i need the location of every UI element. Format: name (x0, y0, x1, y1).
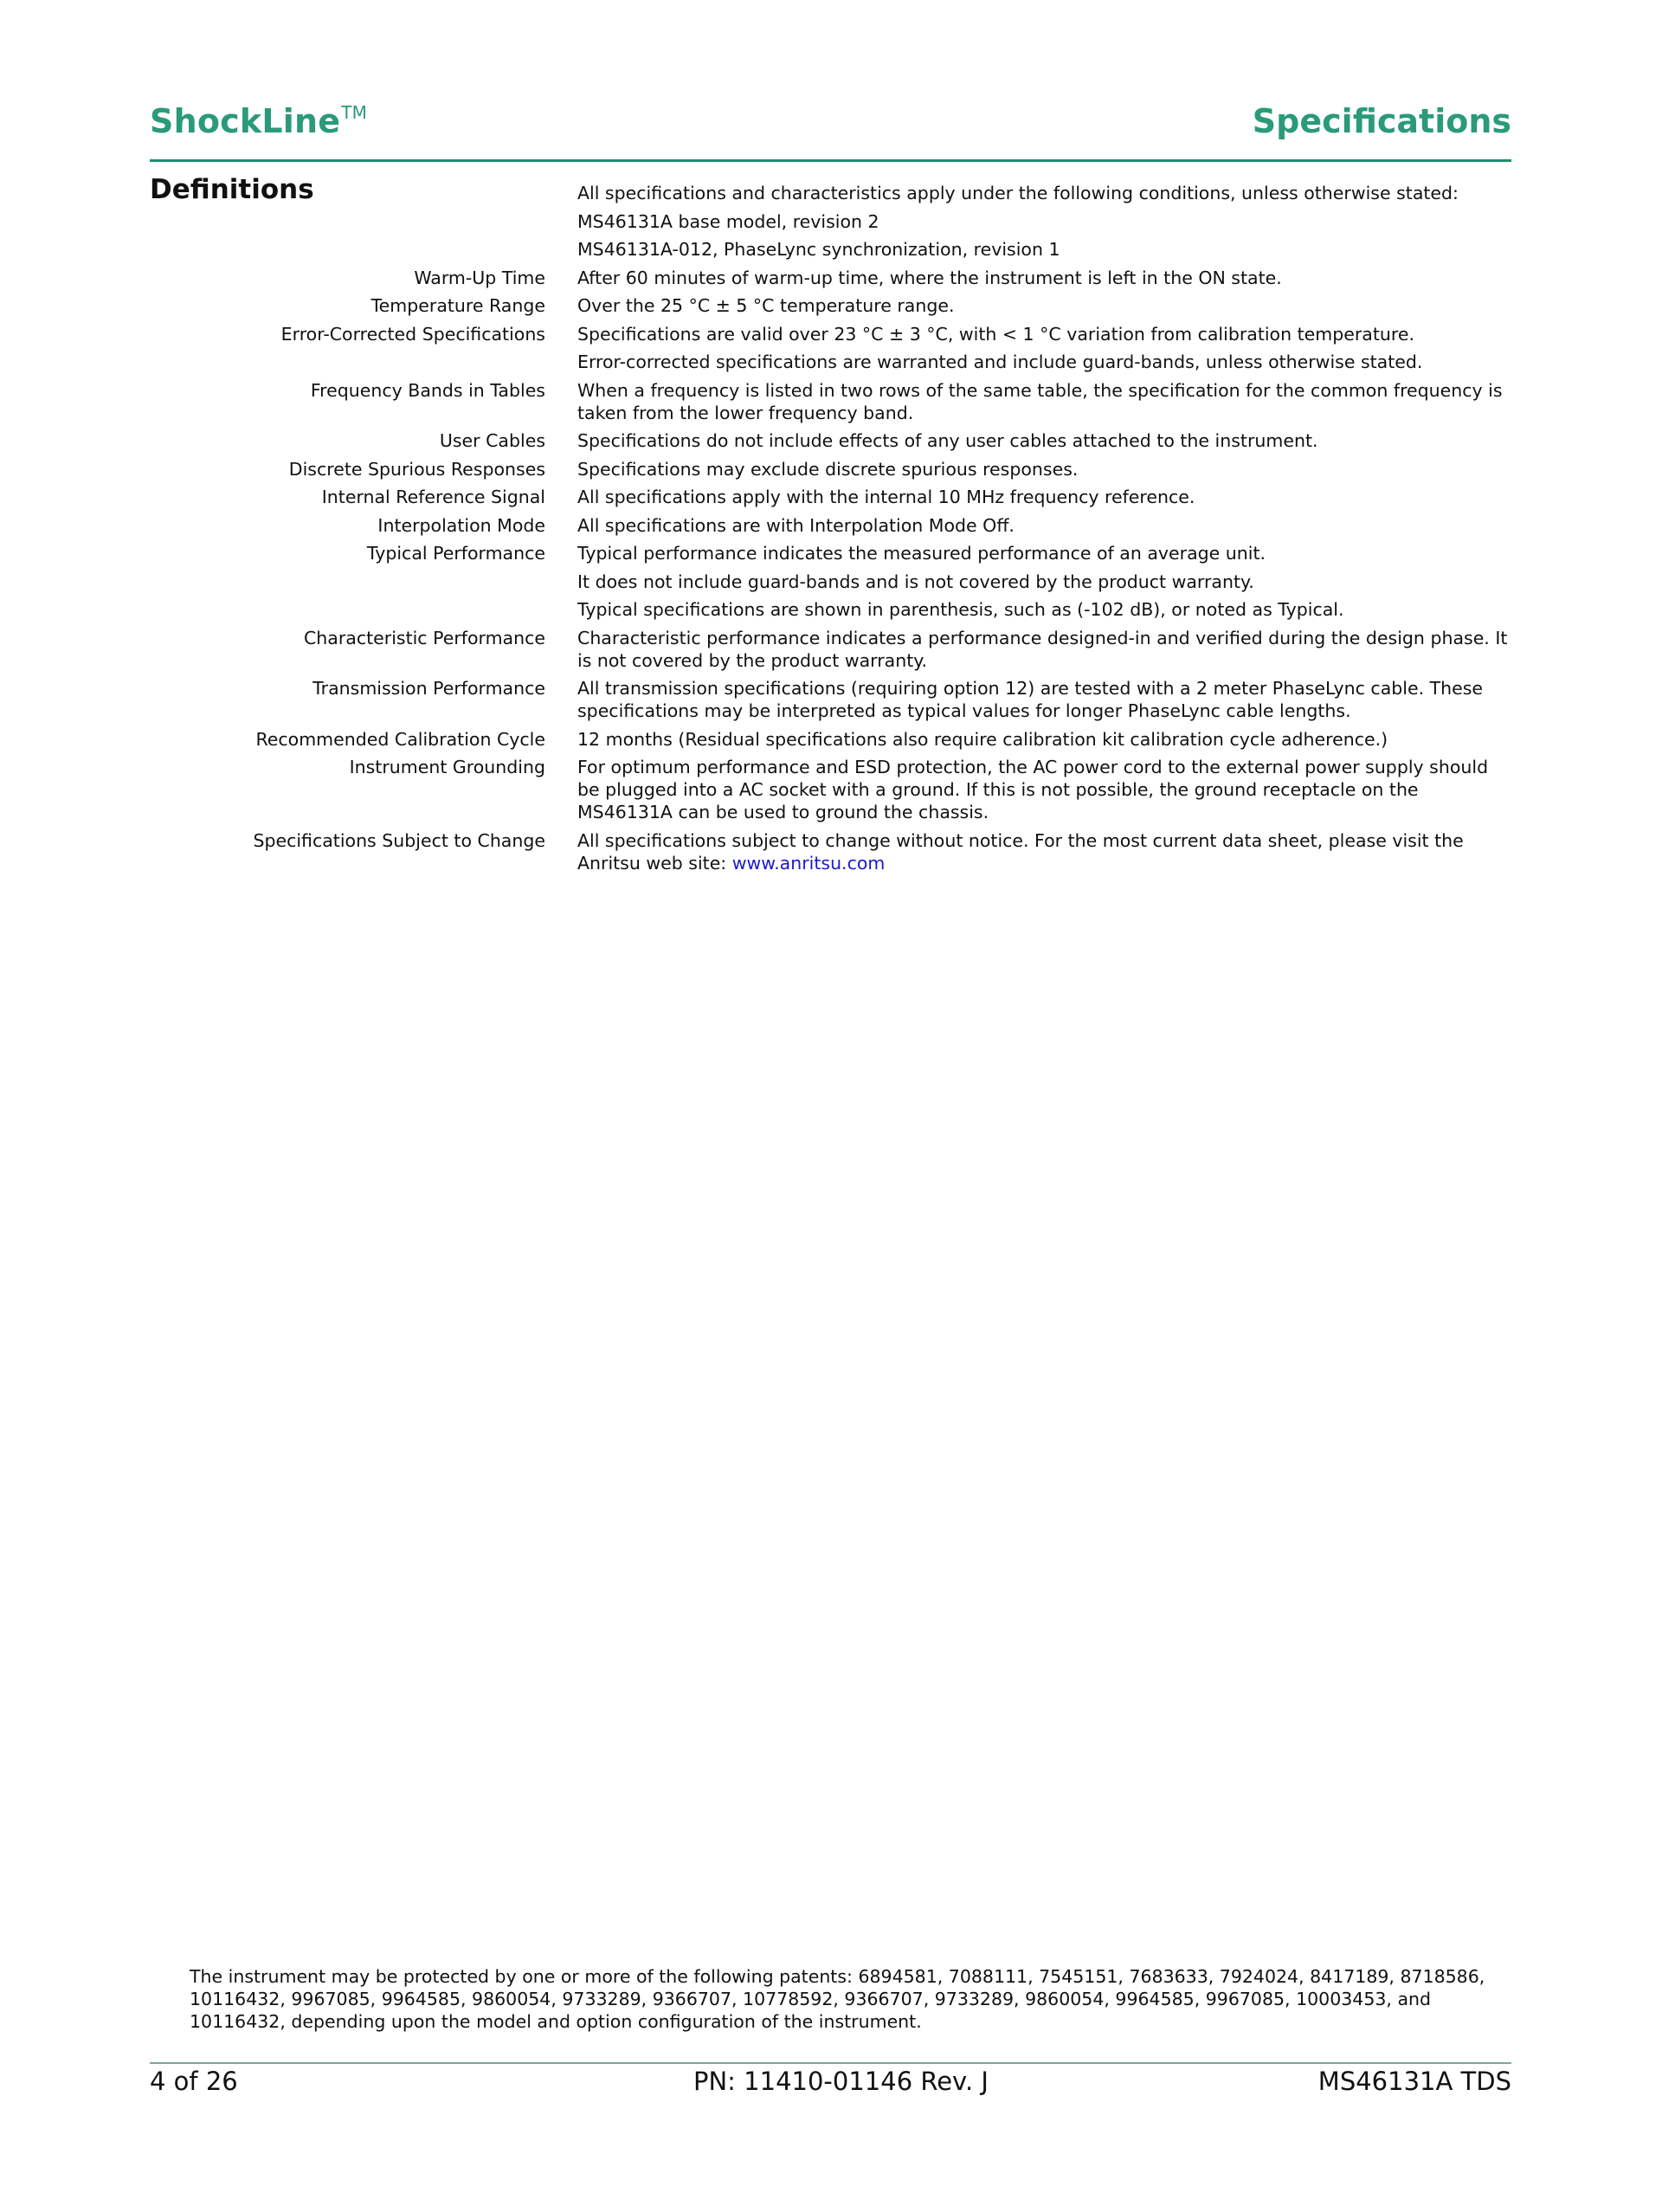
document-name: MS46131A TDS (1317, 2067, 1511, 2096)
definition-description: MS46131A-012, PhaseLync synchronization, revision 1 (577, 239, 1060, 260)
definition-term: Specifications Subject to Change (253, 829, 545, 851)
definition-term: Instrument Grounding (349, 757, 545, 777)
definition-row (150, 351, 1511, 373)
brand-name: ShockLine (150, 102, 341, 140)
definition-row (150, 323, 1511, 345)
definition-description-text: All specifications subject to change without notice. For the most current data sheet, please visit the Anritsu web site: (577, 829, 1464, 874)
definition-term: Characteristic Performance (303, 627, 545, 648)
definition-row (150, 210, 1511, 233)
definition-row (150, 677, 1511, 722)
definition-description: Specifications may exclude discrete spurious responses. (577, 458, 1079, 480)
definition-description: It does not include guard-bands and is not covered by the product warranty. (577, 571, 1254, 592)
part-number: PN: 11410-01146 Rev. J (693, 2067, 989, 2096)
definition-row (150, 429, 1511, 452)
definition-description: For optimum performance and ESD protection, the AC power cord to the external power supply should be plugged into a AC socket with a ground. If this is not possible, the ground receptacle on the MS46131A can be used to ground the chassis. (577, 757, 1489, 822)
section-title: Specifications (1252, 102, 1511, 140)
definition-term: Internal Reference Signal (321, 487, 545, 507)
definition-row (150, 542, 1511, 564)
definition-description: Typical performance indicates the measured performance of an average unit. (577, 543, 1266, 564)
definition-description: Typical specifications are shown in parenthesis, such as (-102 dB), or noted as Typical. (577, 599, 1344, 620)
definition-row (150, 829, 1511, 874)
definition-term: Typical Performance (366, 543, 545, 564)
page-number: 4 of 26 (150, 2067, 238, 2096)
definition-term: Temperature Range (370, 295, 545, 316)
definition-row (150, 458, 1511, 480)
definition-row (150, 238, 1511, 261)
definition-row (150, 294, 1511, 317)
definition-row (150, 486, 1511, 508)
definition-description: Over the 25 °C ± 5 °C temperature range. (577, 295, 955, 316)
definition-term: Warm-Up Time (414, 267, 545, 288)
page-header (150, 102, 1511, 162)
definition-term (150, 598, 545, 621)
definition-description: When a frequency is listed in two rows of the same table, the specification for the common frequency is taken from the lower frequency band. (577, 379, 1503, 423)
brand-title (150, 102, 367, 140)
definition-term: Error-Corrected Specifications (280, 323, 545, 345)
definition-term (150, 351, 545, 373)
definition-term (150, 210, 545, 233)
definition-row (150, 514, 1511, 537)
page-footer (150, 2067, 1511, 2101)
definition-term: Recommended Calibration Cycle (255, 728, 545, 750)
definition-term: Discrete Spurious Responses (288, 458, 545, 480)
definition-row (150, 379, 1511, 424)
definition-term: Frequency Bands in Tables (310, 379, 545, 401)
definition-description (577, 829, 1511, 874)
definition-row (150, 756, 1511, 823)
definition-description: All specifications apply with the internal 10 MHz frequency reference. (577, 487, 1195, 507)
definition-term: Interpolation Mode (377, 514, 545, 536)
patents-notice: The instrument may be protected by one or more of the following patents: 6894581, 7088111, 7545151, 7683633, 7924024, 8417189, 8718586, 10116432, 9967085, 9964585, 9860054, 9733289, 9366707, 10778592, 9366707, 9733289, 9860054, 9964585, 9967085, 10003453, and 10116432, depending upon the model and option configuration of the instrument. (190, 1966, 1485, 2032)
definition-term (150, 571, 545, 593)
definition-term (150, 238, 545, 261)
definition-description: All specifications and characteristics apply under the following conditions, unless otherwise stated: (577, 183, 1459, 203)
definition-description: MS46131A base model, revision 2 (577, 210, 879, 232)
definition-row (150, 728, 1511, 751)
definition-description: All specifications are with Interpolation Mode Off. (577, 514, 1015, 536)
definition-term: Transmission Performance (312, 678, 545, 699)
definition-description: Specifications are valid over 23 °C ± 3 °C, with < 1 °C variation from calibration temperature. (577, 323, 1414, 345)
definition-row (150, 627, 1511, 672)
definition-row (150, 182, 1511, 204)
definition-description: Specifications do not include effects of any user cables attached to the instrument. (577, 430, 1318, 451)
definition-row (150, 598, 1511, 621)
definition-description: All transmission specifications (requiring option 12) are tested with a 2 meter PhaseLync cable. These specifications may be interpreted as typical values for longer PhaseLync cable lengths. (577, 678, 1484, 721)
definitions-table (150, 182, 1511, 880)
definition-row (150, 571, 1511, 593)
definition-description: Error-corrected specifications are warranted and include guard-bands, unless otherwise stated. (577, 351, 1423, 372)
definitions-heading: Definitions (150, 174, 314, 205)
definition-term (150, 182, 545, 204)
definition-description: After 60 minutes of warm-up time, where the instrument is left in the ON state. (577, 267, 1282, 288)
definition-row (150, 267, 1511, 289)
definition-description: Characteristic performance indicates a performance designed-in and verified during the design phase. It is not covered by the product warranty. (577, 627, 1508, 671)
anritsu-website-link[interactable]: www.anritsu.com (731, 852, 886, 874)
trademark-mark: TM (341, 102, 368, 123)
definition-description: 12 months (Residual specifications also require calibration kit calibration cycle adherence.) (577, 728, 1388, 750)
definition-term: User Cables (439, 430, 545, 451)
footer-divider (150, 2062, 1511, 2064)
